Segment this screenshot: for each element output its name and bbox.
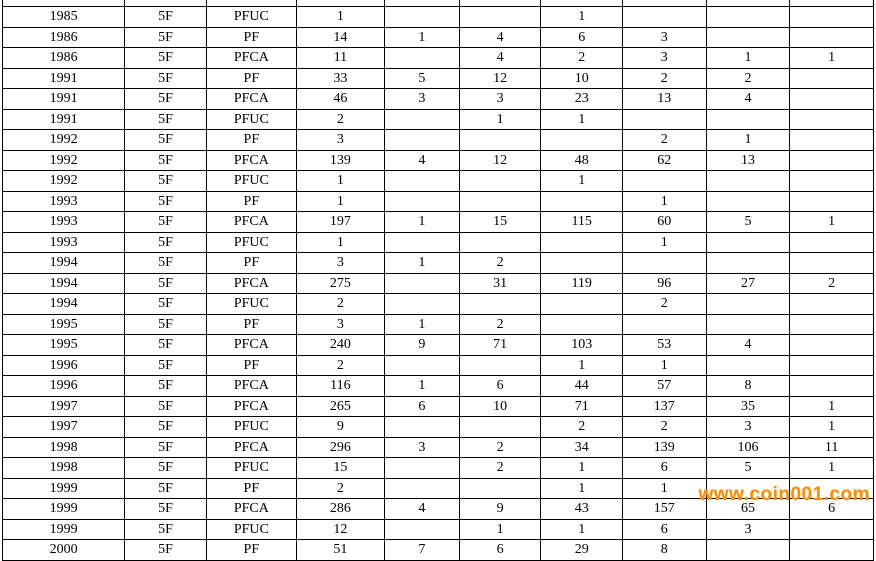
table-cell-total: 3 [296,130,384,151]
table-cell-c5 [706,294,790,315]
table-cell-c2: 1 [459,109,541,130]
table-cell-c2: 4 [459,27,541,48]
table-cell-c4: 2 [622,68,706,89]
table-cell-c1 [384,519,459,540]
table-cell-year: 1996 [3,376,125,397]
table-row [3,253,874,274]
table-cell-total: 116 [296,376,384,397]
table-cell-total: 3 [296,314,384,335]
table-cell-c4: 139 [622,437,706,458]
table-cell-total: 46 [296,89,384,110]
table-cell-c5: 3 [706,519,790,540]
table-cell-c5 [706,253,790,274]
table-cell-year: 1985 [3,7,125,28]
table-cell-c5 [706,232,790,253]
table-row [3,396,874,417]
table-cell-c4: 2 [622,294,706,315]
table-cell-quality: PFCA [206,212,296,233]
table-row [3,171,874,192]
table-cell-year: 1999 [3,499,125,520]
table-cell-year: 1995 [3,314,125,335]
table-cell-quality: PFCA [206,396,296,417]
table-cell-quality: PF [206,540,296,561]
table-cell-c5 [706,7,790,28]
table-cell-c3: 29 [541,540,623,561]
table-cell-c3 [541,314,623,335]
table-cell-c2 [459,417,541,438]
table-cell-c6 [790,191,874,212]
table-cell-denomination: 5F [125,7,207,28]
table-cell-c6 [790,376,874,397]
table-cell-quality: PF [206,478,296,499]
table-cell-c3: 34 [541,437,623,458]
table-cell-c2: 6 [459,540,541,561]
table-row [3,540,874,561]
table-cell-quality: PFUC [206,109,296,130]
table-cell-c1: 1 [384,27,459,48]
table-row [3,191,874,212]
table-cell-denomination: 5F [125,89,207,110]
table-cell-c3: 44 [541,376,623,397]
table-cell-c2: 2 [459,253,541,274]
table-row [3,150,874,171]
table-cell-denomination: 5F [125,232,207,253]
table-cell-c6: 1 [790,458,874,479]
table-cell-c2: 10 [459,396,541,417]
table-cell-c1 [384,130,459,151]
table-cell-c1 [384,7,459,28]
table-cell-c3: 43 [541,499,623,520]
table-cell-c3: 1 [541,7,623,28]
table-cell-c1 [384,273,459,294]
table-cell-c1 [384,232,459,253]
table-cell-year: 1999 [3,478,125,499]
table-cell-quality: PFCA [206,499,296,520]
table-cell-denomination: 5F [125,376,207,397]
table-cell-quality: PF [206,191,296,212]
table-cell-quality: PFUC [206,171,296,192]
table-cell-c2: 6 [459,376,541,397]
table-cell-denomination: 5F [125,27,207,48]
table-cell-quality: PF [206,27,296,48]
table-cell-quality: PFCA [206,437,296,458]
table-cell-denomination: 5F [125,478,207,499]
table-cell-total: 15 [296,458,384,479]
table-cell-c4: 60 [622,212,706,233]
table-cell-year: 1993 [3,191,125,212]
table-cell-c5 [706,27,790,48]
table-cell-total: 12 [296,519,384,540]
table-cell-c3: 2 [541,417,623,438]
table-cell-c6: 1 [790,212,874,233]
table-cell-quality: PFCA [206,376,296,397]
table-cell-c1 [384,109,459,130]
table-cell-c4: 6 [622,519,706,540]
table-cell-year: 1998 [3,458,125,479]
table-row [3,458,874,479]
table-cell-c3 [541,130,623,151]
table-cell-total: 197 [296,212,384,233]
table-cell-c1: 5 [384,68,459,89]
table-cell-c2: 15 [459,212,541,233]
table-cell-year: 1999 [3,519,125,540]
table-cell-total: 286 [296,499,384,520]
table-cell-c1: 4 [384,499,459,520]
table-cell-c5: 65 [706,499,790,520]
table-cell-c1: 1 [384,376,459,397]
table-cell-total: 3 [296,253,384,274]
table-cell-c4 [622,253,706,274]
table-cell-c2 [459,191,541,212]
table-cell-quality: PFCA [206,273,296,294]
table-cell-year: 1994 [3,294,125,315]
table-cell-c5: 5 [706,212,790,233]
table-cell-c2 [459,232,541,253]
table-cell-c5: 27 [706,273,790,294]
table-cell-c4: 1 [622,478,706,499]
table-cell-denomination: 5F [125,335,207,356]
table-cell-c4: 2 [622,130,706,151]
table-cell-c6: 11 [790,437,874,458]
table-cell-quality: PFUC [206,232,296,253]
table-cell-total: 33 [296,68,384,89]
table-cell-quality: PFUC [206,294,296,315]
table-cell-quality: PFUC [206,417,296,438]
table-cell-year: 1998 [3,437,125,458]
table-cell-c4 [622,314,706,335]
table-cell-c4: 13 [622,89,706,110]
table-row [3,27,874,48]
table-cell-c6: 2 [790,273,874,294]
table-cell-year: 1986 [3,27,125,48]
table-cell-year: 1993 [3,232,125,253]
table-cell-c3: 1 [541,478,623,499]
table-cell-c5: 8 [706,376,790,397]
table-cell-c1 [384,48,459,69]
table-cell-c2: 1 [459,519,541,540]
table-cell-c5: 1 [706,130,790,151]
table-cell-c6 [790,294,874,315]
table-cell-total: 2 [296,109,384,130]
table-cell-c6 [790,150,874,171]
table-cell-c6 [790,27,874,48]
table-cell-c3 [541,232,623,253]
table-cell-c4: 53 [622,335,706,356]
table-cell-c4: 62 [622,150,706,171]
data-table [2,0,874,561]
table-cell-c3: 6 [541,27,623,48]
table-cell-c1 [384,171,459,192]
table-cell-denomination: 5F [125,417,207,438]
table-cell-quality: PFUC [206,7,296,28]
table-cell-c6 [790,68,874,89]
table-cell-c4: 96 [622,273,706,294]
table-cell-total: 2 [296,355,384,376]
table-cell-c5: 4 [706,335,790,356]
table-cell-c5: 106 [706,437,790,458]
table-cell-denomination: 5F [125,171,207,192]
table-cell-denomination: 5F [125,458,207,479]
table-cell-c3: 71 [541,396,623,417]
table-cell-denomination: 5F [125,273,207,294]
table-cell-c2: 4 [459,48,541,69]
table-cell-c4: 6 [622,458,706,479]
table-cell-c1: 7 [384,540,459,561]
table-cell-quality: PF [206,130,296,151]
table-cell-denomination: 5F [125,130,207,151]
table-cell-c3: 10 [541,68,623,89]
table-cell-quality: PFUC [206,458,296,479]
table-cell-denomination: 5F [125,396,207,417]
table-cell-c5 [706,314,790,335]
table-cell-c1: 9 [384,335,459,356]
table-cell-quality: PFCA [206,335,296,356]
table-cell-c2 [459,355,541,376]
table-cell-c3: 1 [541,171,623,192]
table-cell-c3 [541,294,623,315]
table-cell-c3: 103 [541,335,623,356]
table-cell-c6: 1 [790,48,874,69]
table-cell-c4: 157 [622,499,706,520]
table-cell-c4: 1 [622,355,706,376]
table-cell-c3: 2 [541,48,623,69]
table-cell-total: 139 [296,150,384,171]
table-cell-year: 1994 [3,273,125,294]
table-cell-c4: 3 [622,48,706,69]
table-cell-quality: PFCA [206,48,296,69]
table-cell-c5: 1 [706,48,790,69]
table-row [3,48,874,69]
table-cell-c4: 3 [622,27,706,48]
table-cell-c4 [622,171,706,192]
table-row [3,355,874,376]
table-cell-c3: 115 [541,212,623,233]
table-cell-c6 [790,519,874,540]
table-cell-quality: PF [206,68,296,89]
table-cell-c5 [706,171,790,192]
table-cell-c4: 1 [622,232,706,253]
table-cell-year: 1994 [3,253,125,274]
table-cell-c3: 1 [541,458,623,479]
table-row [3,68,874,89]
table-cell-denomination: 5F [125,109,207,130]
table-cell-year: 1991 [3,68,125,89]
table-cell-c4: 137 [622,396,706,417]
table-cell-c4: 1 [622,191,706,212]
table-cell-year: 1992 [3,130,125,151]
table-cell-c3 [541,253,623,274]
table-cell-c2: 2 [459,458,541,479]
table-cell-c6 [790,314,874,335]
table-cell-denomination: 5F [125,48,207,69]
table-cell-denomination: 5F [125,150,207,171]
table-row [3,212,874,233]
table-cell-total: 9 [296,417,384,438]
table-row [3,130,874,151]
table-cell-year: 1996 [3,355,125,376]
table-cell-c2: 71 [459,335,541,356]
table-cell-c3: 48 [541,150,623,171]
table-cell-c3: 23 [541,89,623,110]
table-cell-c6 [790,540,874,561]
table-cell-denomination: 5F [125,294,207,315]
table-cell-c6: 1 [790,417,874,438]
table-cell-denomination: 5F [125,253,207,274]
table-cell-c1 [384,355,459,376]
table-row [3,232,874,253]
table-cell-total: 1 [296,232,384,253]
table-cell-c2: 31 [459,273,541,294]
table-cell-c6 [790,335,874,356]
table-cell-c5 [706,540,790,561]
table-cell-total: 1 [296,191,384,212]
table-cell-c5 [706,355,790,376]
table-cell-c3: 1 [541,519,623,540]
table-row [3,376,874,397]
table-row [3,314,874,335]
table-cell-total: 265 [296,396,384,417]
table-cell-year: 1992 [3,150,125,171]
table-cell-c4: 57 [622,376,706,397]
table-cell-c1: 1 [384,253,459,274]
table-cell-total: 275 [296,273,384,294]
table-cell-total: 1 [296,7,384,28]
table-cell-denomination: 5F [125,437,207,458]
table-cell-c6 [790,7,874,28]
table-cell-c5: 35 [706,396,790,417]
table-row [3,89,874,110]
table-cell-c6 [790,109,874,130]
table-cell-c6 [790,232,874,253]
table-cell-total: 14 [296,27,384,48]
table-cell-c1: 1 [384,314,459,335]
table-cell-c4 [622,109,706,130]
table-row [3,109,874,130]
table-cell-c1: 3 [384,437,459,458]
table-cell-year: 1995 [3,335,125,356]
table-cell-year: 2000 [3,540,125,561]
table-cell-year: 1991 [3,89,125,110]
table-cell-denomination: 5F [125,519,207,540]
table-cell-total: 1 [296,171,384,192]
table-cell-c2: 12 [459,150,541,171]
table-cell-c6 [790,130,874,151]
table-cell-total: 240 [296,335,384,356]
table-cell-quality: PF [206,253,296,274]
table-cell-c5: 13 [706,150,790,171]
table-cell-c6: 6 [790,499,874,520]
table-cell-denomination: 5F [125,191,207,212]
table-cell-c5: 4 [706,89,790,110]
table-cell-c2 [459,7,541,28]
table-cell-denomination: 5F [125,212,207,233]
table-cell-c2 [459,171,541,192]
table-cell-c4 [622,7,706,28]
table-cell-c2 [459,478,541,499]
table-cell-c1: 3 [384,89,459,110]
table-row [3,478,874,499]
table-cell-c5 [706,109,790,130]
table-cell-total: 296 [296,437,384,458]
watermark-text: www.coin001.com [698,484,870,505]
table-cell-c3: 1 [541,109,623,130]
table-cell-c5 [706,478,790,499]
table-cell-year: 1991 [3,109,125,130]
table-cell-c2: 3 [459,89,541,110]
table-cell-c3 [541,191,623,212]
table-cell-c1 [384,458,459,479]
table-cell-c1 [384,417,459,438]
table-row [3,273,874,294]
table-cell-year: 1992 [3,171,125,192]
table-cell-c2: 2 [459,314,541,335]
table-cell-quality: PFCA [206,150,296,171]
table-cell-quality: PF [206,355,296,376]
table-cell-c6 [790,478,874,499]
table-cell-c1: 6 [384,396,459,417]
table-cell-c1 [384,191,459,212]
table-cell-c2: 2 [459,437,541,458]
table-cell-c2: 12 [459,68,541,89]
table-cell-year: 1997 [3,396,125,417]
table-cell-c4: 2 [622,417,706,438]
table-cell-denomination: 5F [125,499,207,520]
table-cell-c3: 1 [541,355,623,376]
table-cell-denomination: 5F [125,540,207,561]
table-cell-quality: PFCA [206,89,296,110]
table-cell-c1: 4 [384,150,459,171]
table-row [3,437,874,458]
table-cell-c2 [459,294,541,315]
table-row [3,7,874,28]
table-cell-year: 1986 [3,48,125,69]
table-cell-total: 11 [296,48,384,69]
table-cell-c3: 119 [541,273,623,294]
table-cell-c2 [459,130,541,151]
table-row [3,294,874,315]
table-cell-c5: 5 [706,458,790,479]
table-cell-total: 51 [296,540,384,561]
table-row [3,335,874,356]
table-cell-c6 [790,89,874,110]
table-cell-total: 2 [296,294,384,315]
table-cell-c5: 2 [706,68,790,89]
table-cell-c1: 1 [384,212,459,233]
table-cell-denomination: 5F [125,68,207,89]
table-cell-c4: 8 [622,540,706,561]
table-row [3,417,874,438]
table-cell-c6 [790,355,874,376]
table-cell-denomination: 5F [125,355,207,376]
table-cell-c1 [384,478,459,499]
table-cell-c6: 1 [790,396,874,417]
table-cell-denomination: 5F [125,314,207,335]
table-cell-c6 [790,253,874,274]
table-cell-c5 [706,191,790,212]
table-cell-c5: 3 [706,417,790,438]
table-cell-quality: PF [206,314,296,335]
table-cell-c1 [384,294,459,315]
table-cell-c2: 9 [459,499,541,520]
table-cell-year: 1997 [3,417,125,438]
table-cell-year: 1993 [3,212,125,233]
table-row [3,519,874,540]
table-cell-quality: PFUC [206,519,296,540]
table-cell-c6 [790,171,874,192]
table-cell-total: 2 [296,478,384,499]
